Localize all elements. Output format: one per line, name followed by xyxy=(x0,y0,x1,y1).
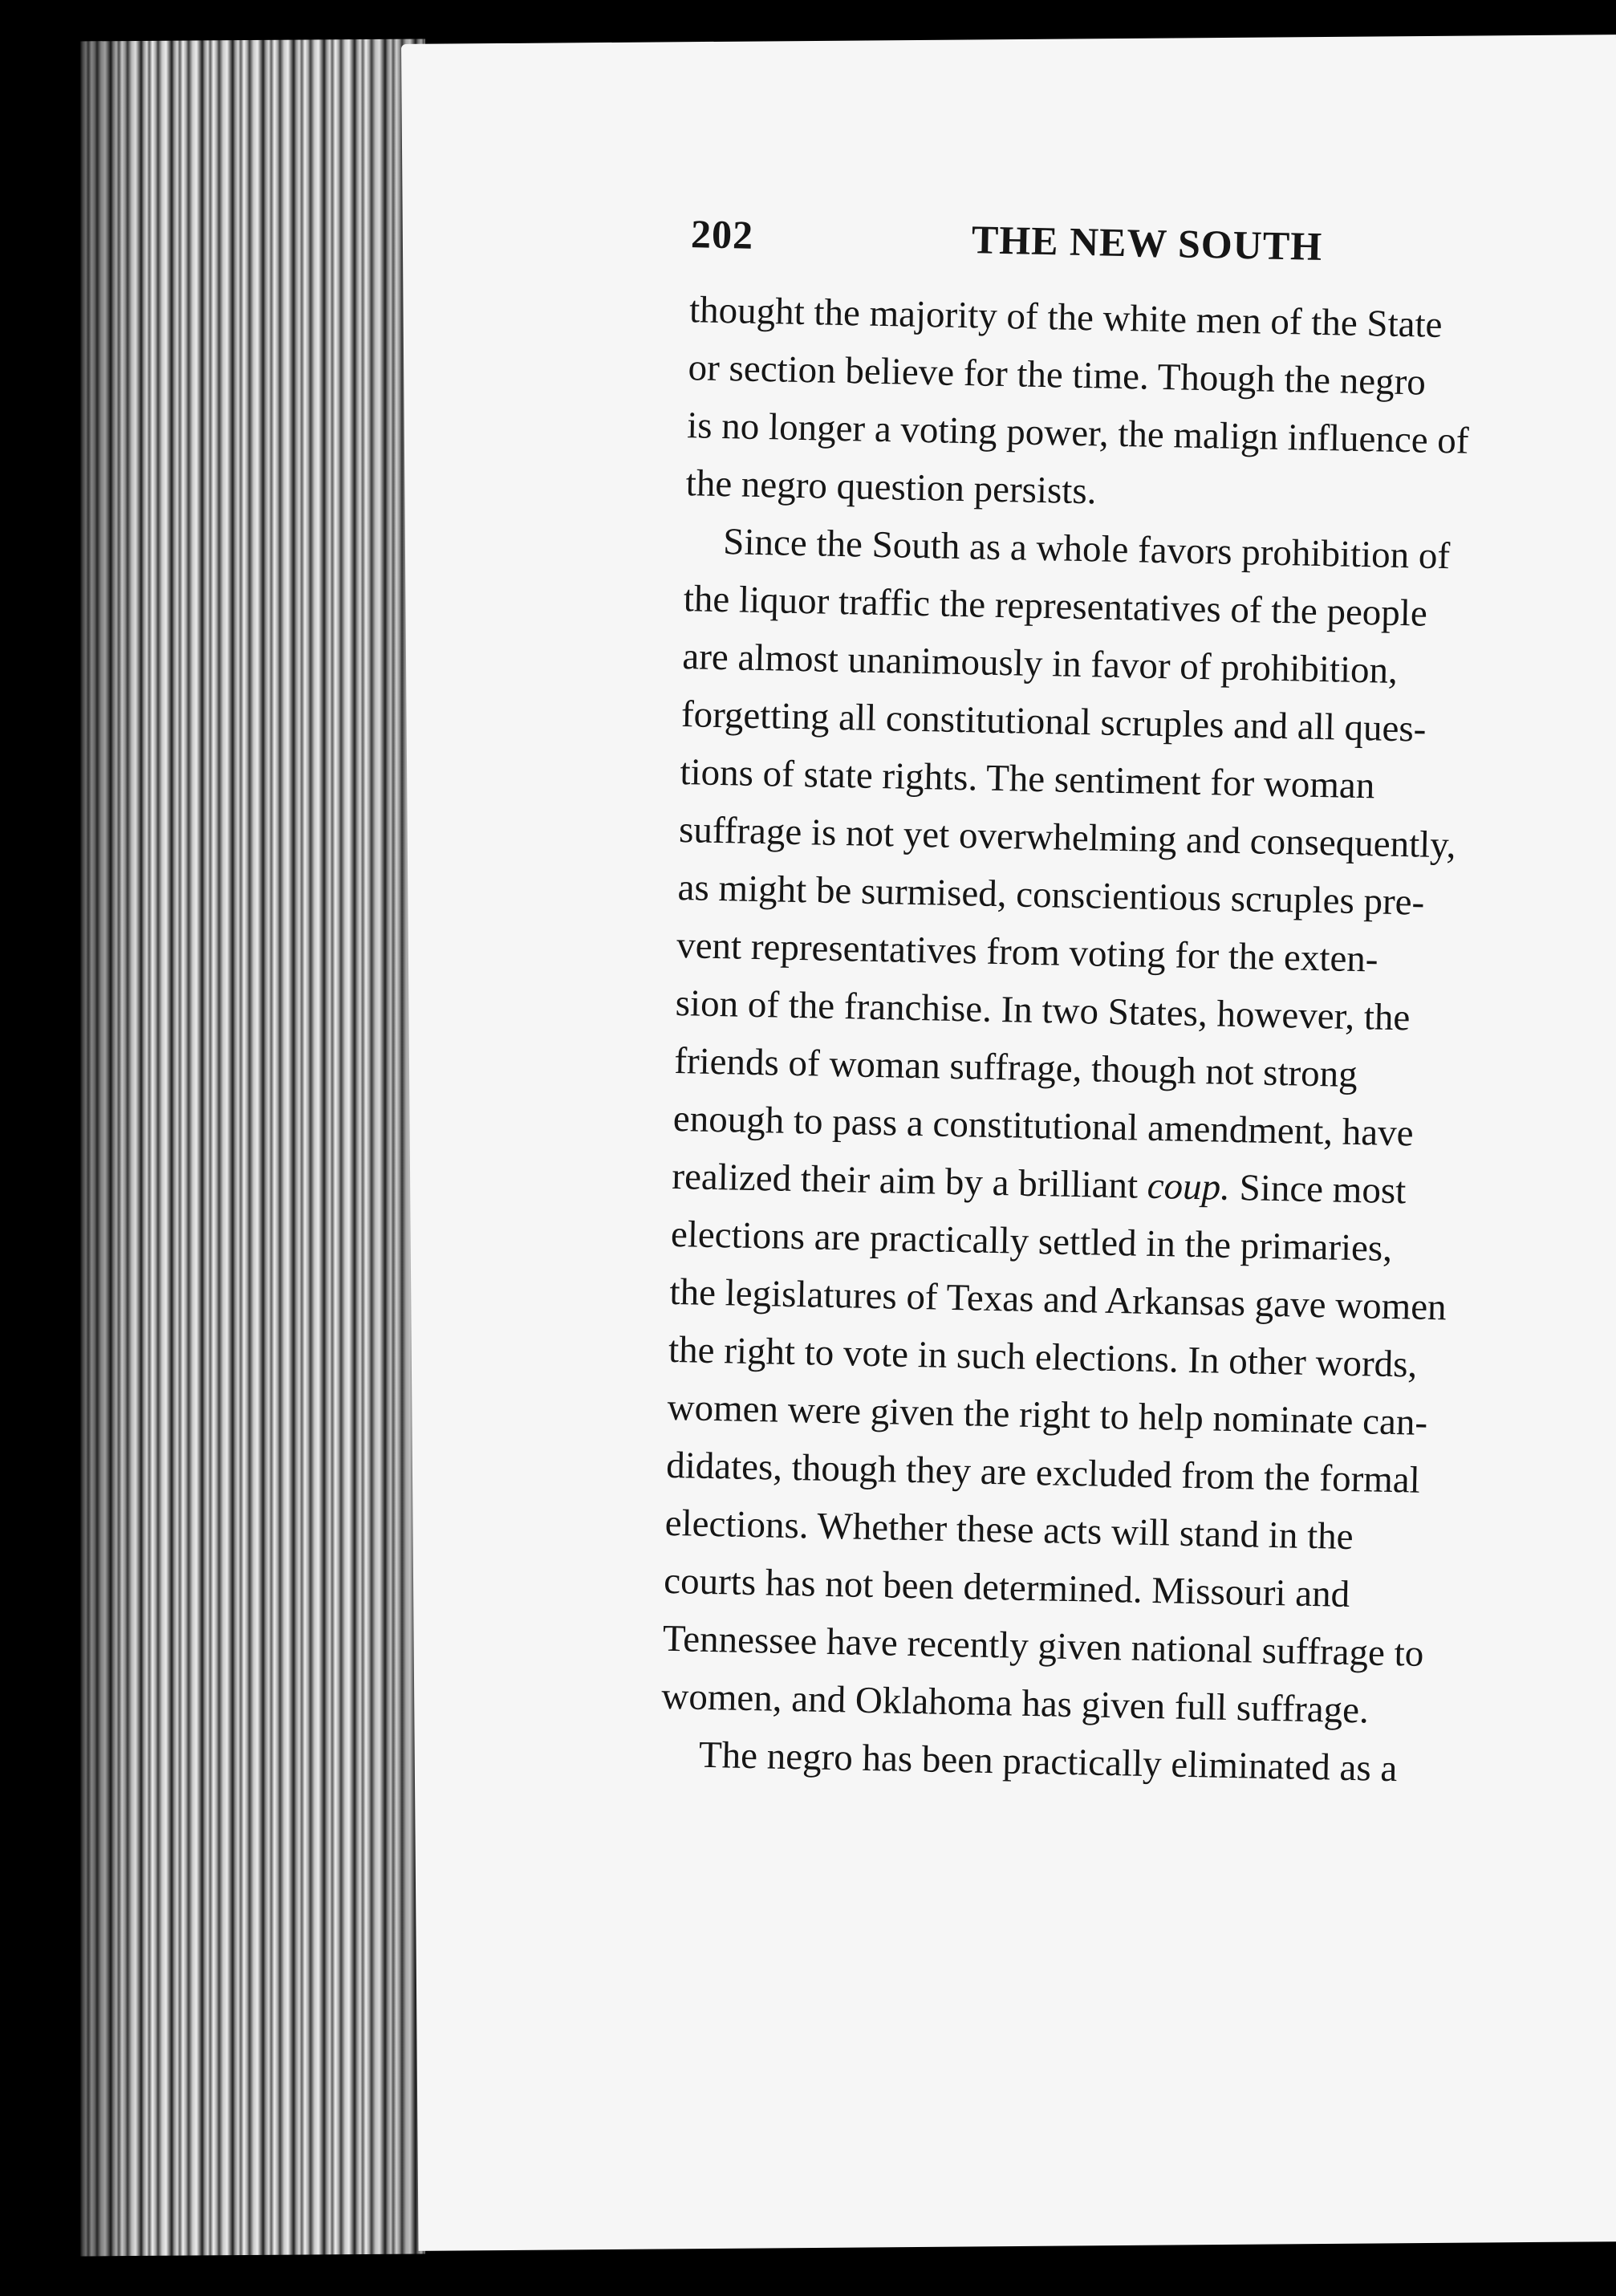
text-line: are almost unanimously in favor of prohibition, xyxy=(681,636,1399,692)
text-line: as might be surmised, conscientious scruples pre- xyxy=(677,867,1425,924)
page-content xyxy=(660,210,1614,1802)
text-line: friends of woman suffrage, though not strong xyxy=(673,1039,1358,1096)
text-line: the negro question persists. xyxy=(685,462,1097,513)
text-line: sion of the franchise. In two States, however, the xyxy=(675,981,1411,1039)
text-line: courts has not been determined. Missouri and xyxy=(663,1559,1350,1615)
page-number: 202 xyxy=(690,211,754,258)
running-title: THE NEW SOUTH xyxy=(971,217,1323,269)
text-segment: realized their aim by a brilliant xyxy=(671,1155,1148,1207)
page-sheet xyxy=(401,35,1616,2251)
text-line: the right to vote in such elections. In other words, xyxy=(668,1328,1418,1386)
text-line: elections. Whether these acts will stand in the xyxy=(664,1502,1354,1558)
text-line: women were given the right to help nominate can- xyxy=(667,1386,1428,1444)
paragraph-start-line: Since the South as a whole favors prohibition of xyxy=(722,521,1451,578)
text-line: thought the majority of the white men of the State xyxy=(688,289,1443,346)
running-head xyxy=(690,210,1614,285)
text-line: the liquor traffic the representatives of the people xyxy=(683,578,1428,635)
italic-word-coup: coup. xyxy=(1147,1164,1231,1209)
text-line: enough to pass a constitutional amendment, have xyxy=(672,1097,1415,1155)
body-text xyxy=(660,281,1616,1802)
text-line: suffrage is not yet overwhelming and consequently, xyxy=(678,809,1456,867)
text-line: tions of state rights. The sentiment for woman xyxy=(680,751,1375,807)
text-segment: Since most xyxy=(1229,1166,1407,1213)
text-line: vent representatives from voting for the exten- xyxy=(676,924,1379,981)
text-line: Tennessee have recently given national suffrage to xyxy=(662,1617,1424,1675)
text-line: or section believe for the time. Though the negro xyxy=(688,347,1427,404)
text-line: didates, though they are excluded from the formal xyxy=(665,1444,1421,1502)
book-page-edges xyxy=(80,39,425,2256)
text-line: women, and Oklahoma has given full suffrage. xyxy=(660,1675,1370,1732)
text-line: the legislatures of Texas and Arkansas gave women xyxy=(669,1270,1447,1329)
text-line: forgetting all constitutional scruples and all ques- xyxy=(680,693,1427,750)
paragraph-start-line: The negro has been practically eliminated as a xyxy=(698,1733,1398,1790)
text-line: elections are practically settled in the primaries, xyxy=(670,1213,1393,1270)
text-line: is no longer a voting power, the malign influence of xyxy=(686,404,1470,462)
